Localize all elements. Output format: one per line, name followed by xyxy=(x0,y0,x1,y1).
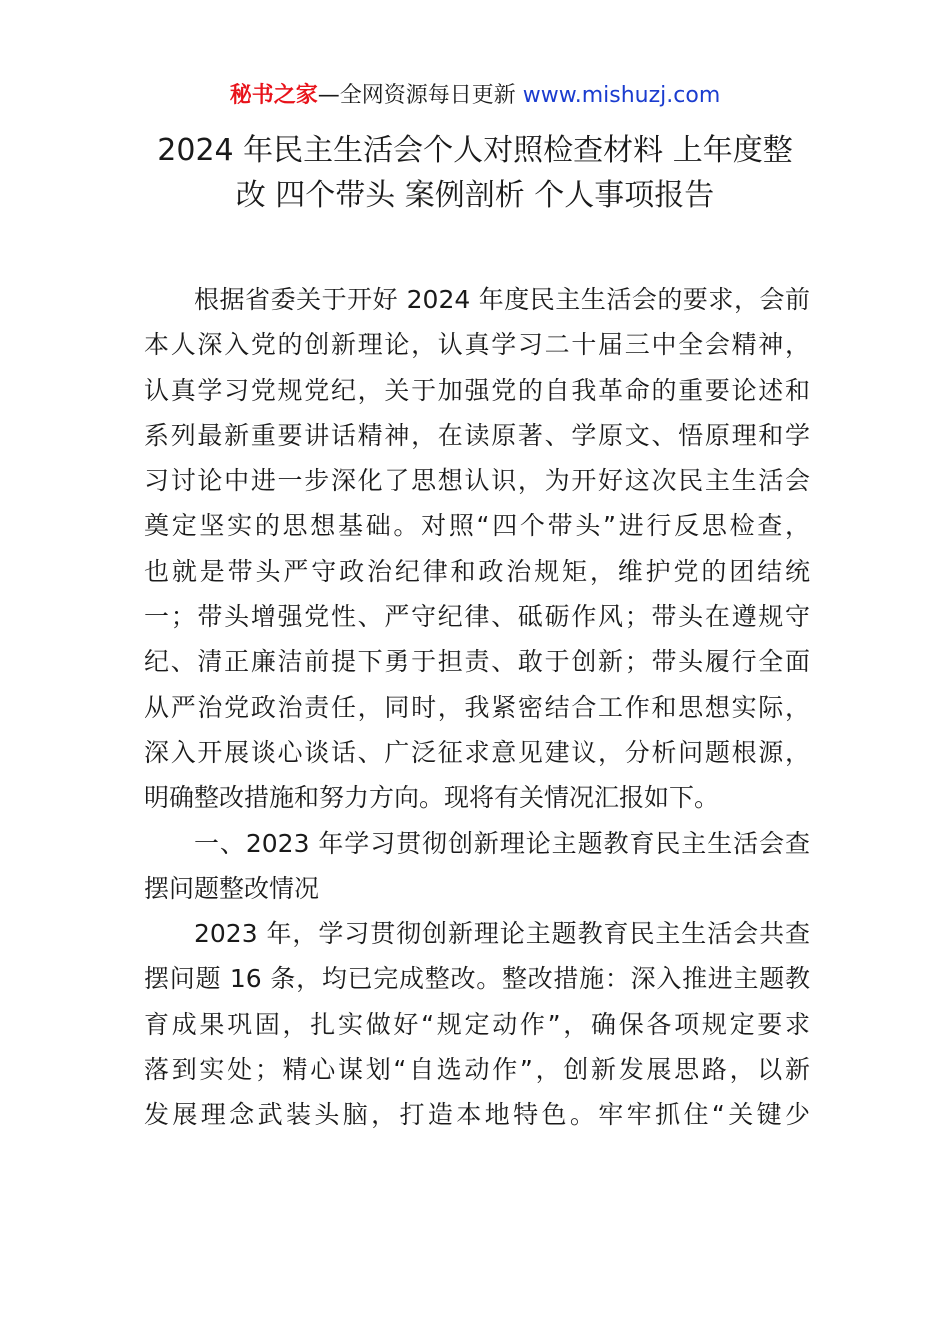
body-line: 育成果巩固，扎实做好“规定动作”，确保各项规定要求 xyxy=(144,1009,810,1039)
site-header xyxy=(0,80,950,112)
body-line: 深入开展谈心谈话、广泛征求意见建议，分析问题根源， xyxy=(144,737,810,767)
body-line: 根据省委关于开好 2024 年度民主生活会的要求，会前 xyxy=(194,285,810,314)
body-line: 落到实处；精心谋划“自选动作”，创新发展思路，以新 xyxy=(144,1055,810,1085)
site-brand[interactable]: 秘书之家 xyxy=(229,83,318,108)
body-line: 习讨论中进一步深化了思想认识，为开好这次民主生活会 xyxy=(144,466,810,496)
body-line: 明确整改措施和努力方向。现将有关情况汇报如下。 xyxy=(144,783,720,813)
document-body xyxy=(144,277,810,1138)
body-line: 认真学习党规党纪，关于加强党的自我革命的重要论述和 xyxy=(144,375,810,405)
site-url-link[interactable]: www.mishuzj.com xyxy=(522,83,721,108)
body-line: 2023 年，学习贯彻创新理论主题教育民主生活会共查 xyxy=(194,919,810,949)
body-line: 一；带头增强党性、严守纪律、砥砺作风；带头在遵规守 xyxy=(144,602,810,632)
body-line: 从严治党政治责任，同时，我紧密结合工作和思想实际， xyxy=(144,692,810,722)
section-heading-line: 一、2023 年学习贯彻创新理论主题教育民主生活会查 xyxy=(194,828,810,858)
section-heading-line: 摆问题整改情况 xyxy=(144,873,320,903)
body-line: 奠定坚实的思想基础。对照“四个带头”进行反思检查， xyxy=(144,511,810,541)
body-line: 摆问题 16 条，均已完成整改。整改措施：深入推进主题教 xyxy=(144,964,810,994)
body-line: 本人深入党的创新理论，认真学习二十届三中全会精神， xyxy=(144,330,810,360)
body-line: 也就是带头严守政治纪律和政治规矩，维护党的团结统 xyxy=(144,556,810,586)
body-line: 系列最新重要讲话精神，在读原著、学原文、悟原理和学 xyxy=(144,420,810,450)
site-tagline: —全网资源每日更新 xyxy=(317,83,516,108)
body-line: 发展理念武装头脑，打造本地特色。牢牢抓住“关键少 xyxy=(144,1100,810,1130)
title-line: 改 四个带头 案例剖析 个人事项报告 xyxy=(235,178,715,213)
title-line: 2024 年民主生活会个人对照检查材料 上年度整 xyxy=(157,133,793,168)
document-title xyxy=(120,128,830,218)
body-line: 纪、清正廉洁前提下勇于担责、敢于创新；带头履行全面 xyxy=(144,647,810,677)
